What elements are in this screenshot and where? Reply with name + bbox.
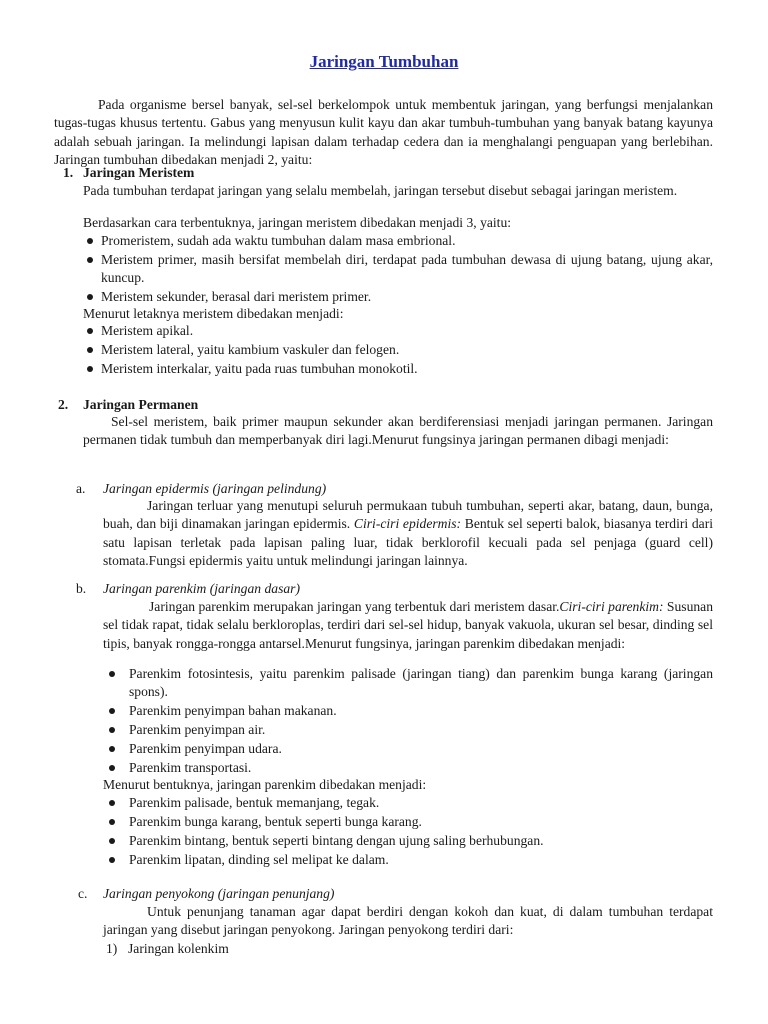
section-number: 2. <box>58 397 69 412</box>
list-item: Meristem primer, masih bersifat membelah diri, terdapat pada tumbuhan dewasa di ujung batang, ujung akar, kuncup. <box>83 251 713 288</box>
list-item: Meristem sekunder, berasal dari meristem primer. <box>83 288 713 306</box>
paragraph: Pada tumbuhan terdapat jaringan yang selalu membelah, jaringan tersebut disebut sebagai jaringan meristem. <box>83 183 678 198</box>
list-item: Parenkim bunga karang, bentuk seperti bunga karang. <box>103 813 713 831</box>
sub-number: 1) <box>106 941 118 956</box>
bullet-list <box>83 322 713 379</box>
subsection-heading: Jaringan epidermis (jaringan pelindung) <box>103 481 327 496</box>
page-title: Jaringan Tumbuhan <box>309 52 459 71</box>
bullet-list <box>83 232 713 307</box>
paragraph <box>103 598 713 653</box>
list-item: Meristem lateral, yaitu kambium vaskuler dan felogen. <box>83 341 713 359</box>
subsection-label: b. <box>76 581 87 596</box>
text-run: Susunan sel tidak rapat, tidak selalu berkloroplas, terdiri dari sel-sel hidup, banyak vakuola, ukuran sel besar, dinding sel tipis, banyak rongga-rongga antarsel.Menurut fungsinya, jaringan parenkim dibedakan menjadi: <box>103 599 713 651</box>
intro-paragraph: Pada organisme bersel banyak, sel-sel berkelompok untuk membentuk jaringan, yang berfungsi menjalankan tugas-tugas khusus tertentu. Gabus yang menyusun kulit kayu dan akar tumbuh-tumbuhan yang banyak batang kayunya adalah sebuah jaringan. Ia melindungi lapisan dalam terhadap cedera dan ia menghalangi penguapan yang berlebihan. Jaringan tumbuhan dibedakan menjadi 2, yaitu: <box>54 97 713 168</box>
list-item: Promeristem, sudah ada waktu tumbuhan dalam masa embrional. <box>83 232 713 250</box>
paragraph: Menurut bentuknya, jaringan parenkim dibedakan menjadi: <box>103 777 427 792</box>
subsection-label: a. <box>76 481 86 496</box>
subsection-heading: Jaringan penyokong (jaringan penunjang) <box>103 886 335 901</box>
list-item: Parenkim fotosintesis, yaitu parenkim palisade (jaringan tiang) dan parenkim bunga karang (jaringan spons). <box>103 665 713 702</box>
section-heading: Jaringan Permanen <box>83 397 199 412</box>
text-run: Jaringan terluar yang menutupi seluruh permukaan tubuh tumbuhan, seperti akar, batang, daun, bunga, buah, dan biji dinamakan jaringan epidermis. <box>103 498 713 532</box>
ciri-label: Ciri-ciri epidermis: <box>353 516 462 532</box>
paragraph: Sel-sel meristem, baik primer maupun sekunder akan berdiferensiasi menjadi jaringan permanen. Jaringan permanen tidak tumbuh dan memperbanyak diri lagi.Menurut fungsinya jaringan permanen dibagi menjadi: <box>83 414 713 448</box>
subsection-heading: Jaringan parenkim (jaringan dasar) <box>103 581 300 596</box>
section-heading: Jaringan Meristem <box>83 165 195 180</box>
paragraph: Untuk penunjang tanaman agar dapat berdiri dengan kokoh dan kuat, di dalam tumbuhan terdapat jaringan yang disebut jaringan penyokong. Jaringan penyokong terdiri dari: <box>103 904 713 938</box>
list-item: Parenkim penyimpan bahan makanan. <box>103 702 713 720</box>
paragraph: Berdasarkan cara terbentuknya, jaringan meristem dibedakan menjadi 3, yaitu: <box>83 215 512 230</box>
list-item: Meristem interkalar, yaitu pada ruas tumbuhan monokotil. <box>83 360 713 378</box>
text-run: Jaringan parenkim merupakan jaringan yang terbentuk dari meristem dasar. <box>149 599 560 614</box>
bullet-list <box>103 794 713 870</box>
paragraph <box>103 497 713 571</box>
ciri-label: Ciri-ciri parenkim: <box>559 599 664 614</box>
paragraph: Menurut letaknya meristem dibedakan menjadi: <box>83 306 344 321</box>
list-item: Parenkim penyimpan udara. <box>103 740 713 758</box>
list-item: Parenkim penyimpan air. <box>103 721 713 739</box>
subsection-label: c. <box>78 886 88 901</box>
sub-heading: Jaringan kolenkim <box>128 941 229 956</box>
list-item: Parenkim palisade, bentuk memanjang, tegak. <box>103 794 713 812</box>
section-number: 1. <box>63 165 74 180</box>
list-item: Parenkim bintang, bentuk seperti bintang dengan ujung saling berhubungan. <box>103 832 713 850</box>
list-item: Parenkim lipatan, dinding sel melipat ke dalam. <box>103 851 713 869</box>
list-item: Meristem apikal. <box>83 322 713 340</box>
bullet-list <box>103 665 713 778</box>
text-run: Bentuk sel seperti balok, biasanya terdiri dari satu lapisan terletak pada lapisan paling luar, tidak berklorofil kecuali pada sel penjaga (guard cell) stomata.Fungsi epidermis yaitu untuk melindungi jaringan lainnya. <box>103 516 713 569</box>
list-item: Parenkim transportasi. <box>103 759 713 777</box>
